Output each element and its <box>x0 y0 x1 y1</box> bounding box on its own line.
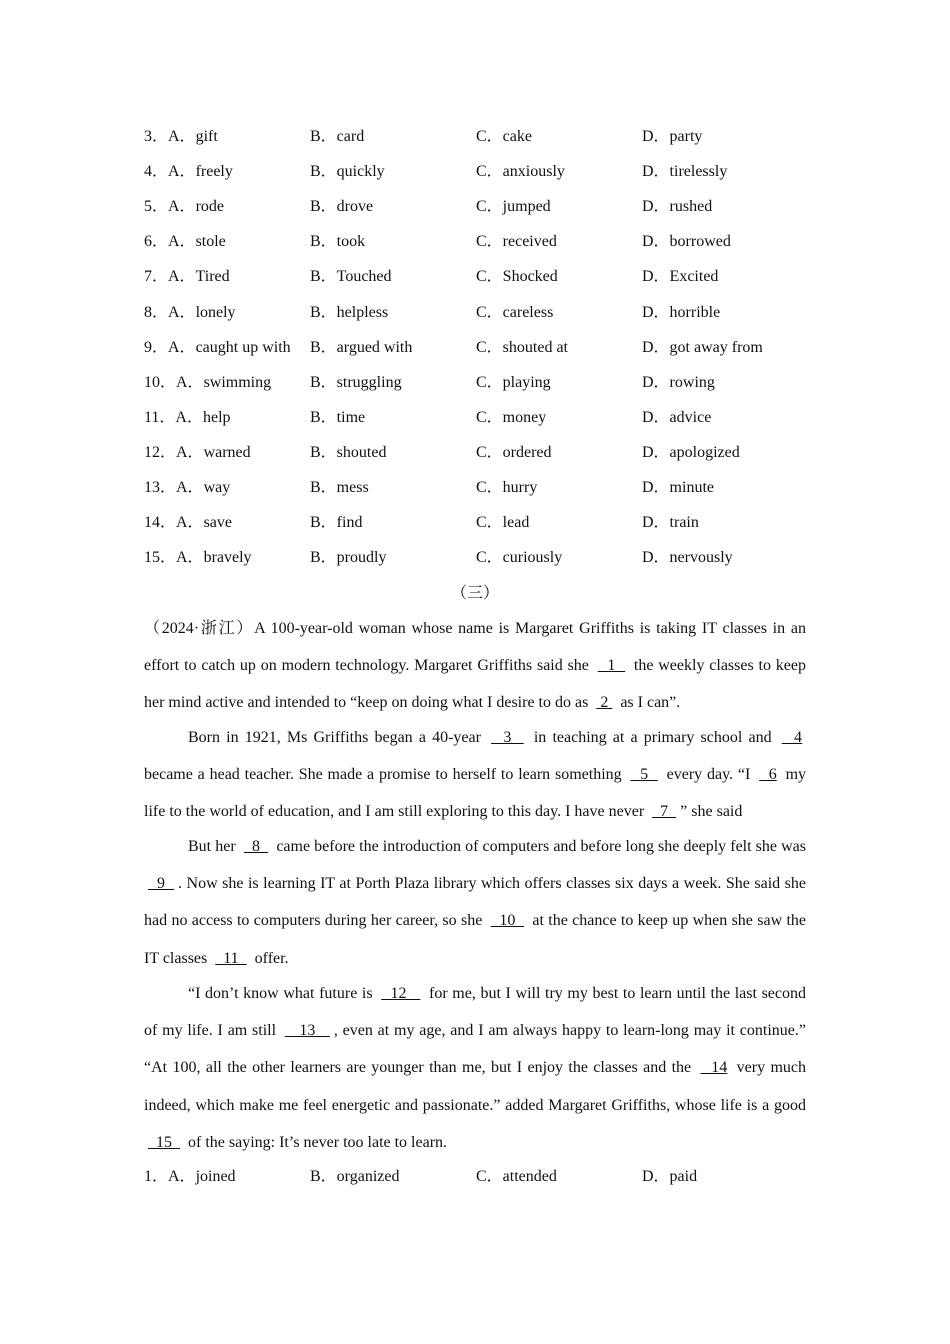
passage-text: （2024·浙江）A 100-year-old woman whose name is Margaret Griffiths is taking IT classes in an effort to catch up on modern technology. Margaret Griffiths said she <box>144 620 806 675</box>
option-a-text: caught up with <box>195 338 291 356</box>
option-b: B．Touched <box>310 268 392 286</box>
option-c: C．shouted at <box>476 338 568 356</box>
question-number: 3．A． <box>144 128 196 145</box>
blank-9: 9 <box>148 875 175 893</box>
option-d: D．horrible <box>642 303 721 321</box>
option-d: D．rushed <box>642 198 713 216</box>
option-a-text: way <box>203 479 231 496</box>
option-b: B．drove <box>310 198 374 216</box>
option-d: D．borrowed <box>642 233 731 251</box>
option-a <box>144 406 231 430</box>
option-c: C．jumped <box>476 198 551 216</box>
option-a <box>144 230 226 254</box>
option-b: B．find <box>310 514 363 532</box>
passage-text: very much indeed, which make me feel energetic and passionate.” added Margaret Griffiths, whose life is a good <box>144 1059 806 1114</box>
blank-11: 11 <box>215 949 247 967</box>
passage-text: ” she said <box>680 803 743 821</box>
option-row <box>144 406 808 430</box>
option-b: B．argued with <box>310 338 413 356</box>
question-number: 7．A． <box>144 268 196 286</box>
passage-text: But her <box>188 838 240 855</box>
option-row <box>144 336 808 360</box>
passage-text: . Now she is learning IT at Porth Plaza library which offers classes six days a week. She said she had no access to computers during her career, so she <box>144 875 807 930</box>
blank-8: 8 <box>243 838 269 855</box>
passage-text: as I can”. <box>616 694 681 712</box>
blank-1: 1 <box>597 657 626 675</box>
blank-3: 3 <box>491 729 524 746</box>
question-number: 10．A． <box>144 373 204 391</box>
blank-5: 5 <box>630 766 658 784</box>
option-c: C．anxiously <box>476 163 565 181</box>
option-c: C．ordered <box>476 443 552 461</box>
blank-7: 7 <box>652 803 677 821</box>
blank-14: 14 <box>700 1059 728 1077</box>
option-b: B．quickly <box>310 163 385 181</box>
option-d: D．Excited <box>642 268 719 286</box>
passage-text: my life to the world of education, and I am still exploring to this day. I have never <box>144 766 807 821</box>
option-c: C．received <box>476 233 557 251</box>
option-row <box>144 195 808 219</box>
option-c: C．money <box>476 408 547 426</box>
option-a-text: freely <box>195 163 233 181</box>
option-a <box>144 301 236 325</box>
option-c: C．attended <box>476 1168 557 1185</box>
passage-paragraph-4 <box>144 975 806 1161</box>
option-d: D．tirelessly <box>642 163 728 181</box>
passage-text: became a head teacher. She made a promise to herself to learn something <box>144 766 627 784</box>
passage-text: for me, but I will try my best to learn until the last second of my life. I am still <box>144 985 807 1040</box>
option-a <box>144 546 252 570</box>
option-d: D．got away from <box>642 338 763 356</box>
passage-text: at the chance to keep up when she saw the IT classes <box>144 912 807 967</box>
passage-text: in teaching at a primary school and <box>527 729 778 746</box>
blank-10: 10 <box>490 912 525 930</box>
question-number: 15．A． <box>144 549 204 567</box>
question-number: 4．A． <box>144 163 196 181</box>
option-a-text: joined <box>195 1168 236 1185</box>
option-b: B．mess <box>310 479 369 496</box>
question-number: 5．A． <box>144 198 196 216</box>
option-a-text: warned <box>203 443 251 461</box>
option-a-text: bravely <box>203 549 252 567</box>
blank-13: 13 <box>284 1022 330 1040</box>
passage-text: of the saying: It’s never too late to learn. <box>184 1133 448 1151</box>
option-c: C．careless <box>476 303 554 321</box>
option-c: C．curiously <box>476 549 563 567</box>
option-d: D．train <box>642 514 699 532</box>
option-c: C．cake <box>476 128 532 145</box>
option-d: D．minute <box>642 479 714 496</box>
option-a <box>144 371 271 395</box>
section-title: （三） <box>450 585 499 602</box>
option-a <box>144 160 233 184</box>
question-number: 13．A． <box>144 479 204 496</box>
blank-2: 2 <box>596 694 613 712</box>
option-a-text: rode <box>195 198 224 216</box>
option-c: C．lead <box>476 514 530 532</box>
option-row <box>144 160 808 184</box>
passage-paragraph-2 <box>144 719 806 831</box>
option-b: B．helpless <box>310 303 389 321</box>
passage-paragraph-3 <box>144 828 806 977</box>
option-a <box>144 265 230 289</box>
passage-text: Born in 1921, Ms Griffiths began a 40-year <box>188 729 488 746</box>
option-a <box>144 125 218 149</box>
option-b: B．shouted <box>310 443 387 461</box>
option-row <box>144 230 808 254</box>
option-row <box>144 441 808 465</box>
passage-text: , even at my age, and I am always happy to learn-long may it continue.” “At 100, all the other learners are younger than me, but I enjoy the classes and the <box>144 1022 807 1077</box>
option-d: D．rowing <box>642 373 715 391</box>
question-number: 6．A． <box>144 233 196 251</box>
option-d: D．advice <box>642 408 712 426</box>
option-row <box>144 546 808 570</box>
option-a-text: swimming <box>203 373 272 391</box>
option-a <box>144 195 224 219</box>
option-b: B．card <box>310 128 365 145</box>
passage-text: offer. <box>250 949 289 967</box>
option-d: D．party <box>642 128 703 145</box>
option-b: B．time <box>310 408 366 426</box>
option-a <box>144 511 232 535</box>
question-number: 14．A． <box>144 514 204 532</box>
option-c: C．hurry <box>476 479 538 496</box>
option-d: D．paid <box>642 1168 698 1185</box>
option-c: C．Shocked <box>476 268 558 286</box>
option-a <box>144 1165 236 1189</box>
question-number: 8．A． <box>144 303 196 321</box>
option-a-text: help <box>202 408 231 426</box>
option-row <box>144 301 808 325</box>
option-a-text: lonely <box>195 303 236 321</box>
option-d: D．apologized <box>642 443 740 461</box>
option-c: C．playing <box>476 373 551 391</box>
option-row <box>144 1165 808 1189</box>
blank-15: 15 <box>148 1133 180 1151</box>
option-row <box>144 476 808 500</box>
passage-text: every day. “I <box>661 766 756 784</box>
question-number: 9．A． <box>144 338 196 356</box>
option-a-text: save <box>203 514 232 532</box>
option-b: B．organized <box>310 1168 400 1185</box>
option-d: D．nervously <box>642 549 733 567</box>
option-b: B．struggling <box>310 373 402 391</box>
passage-text: the weekly classes to keep her mind active and intended to “keep on doing what I desire to do as <box>144 657 807 712</box>
blank-12: 12 <box>381 985 421 1002</box>
option-a-text: stole <box>195 233 226 251</box>
passage-text: “I don’t know what future is <box>188 985 378 1002</box>
option-a <box>144 476 230 500</box>
option-a <box>144 441 251 465</box>
option-b: B．took <box>310 233 366 251</box>
question-number: 1．A． <box>144 1168 196 1185</box>
question-number: 11．A． <box>144 408 203 426</box>
option-b: B．proudly <box>310 549 387 567</box>
option-a <box>144 336 291 360</box>
passage-paragraph-1 <box>144 610 806 722</box>
blank-4: 4 <box>781 729 803 746</box>
option-row <box>144 125 808 149</box>
option-row <box>144 265 808 289</box>
blank-6: 6 <box>759 766 777 784</box>
option-a-text: Tired <box>195 268 230 286</box>
passage-text: came before the introduction of computers and before long she deeply felt she was <box>272 838 806 855</box>
option-row <box>144 511 808 535</box>
option-row <box>144 371 808 395</box>
option-a-text: gift <box>195 128 218 145</box>
question-number: 12．A． <box>144 443 204 461</box>
